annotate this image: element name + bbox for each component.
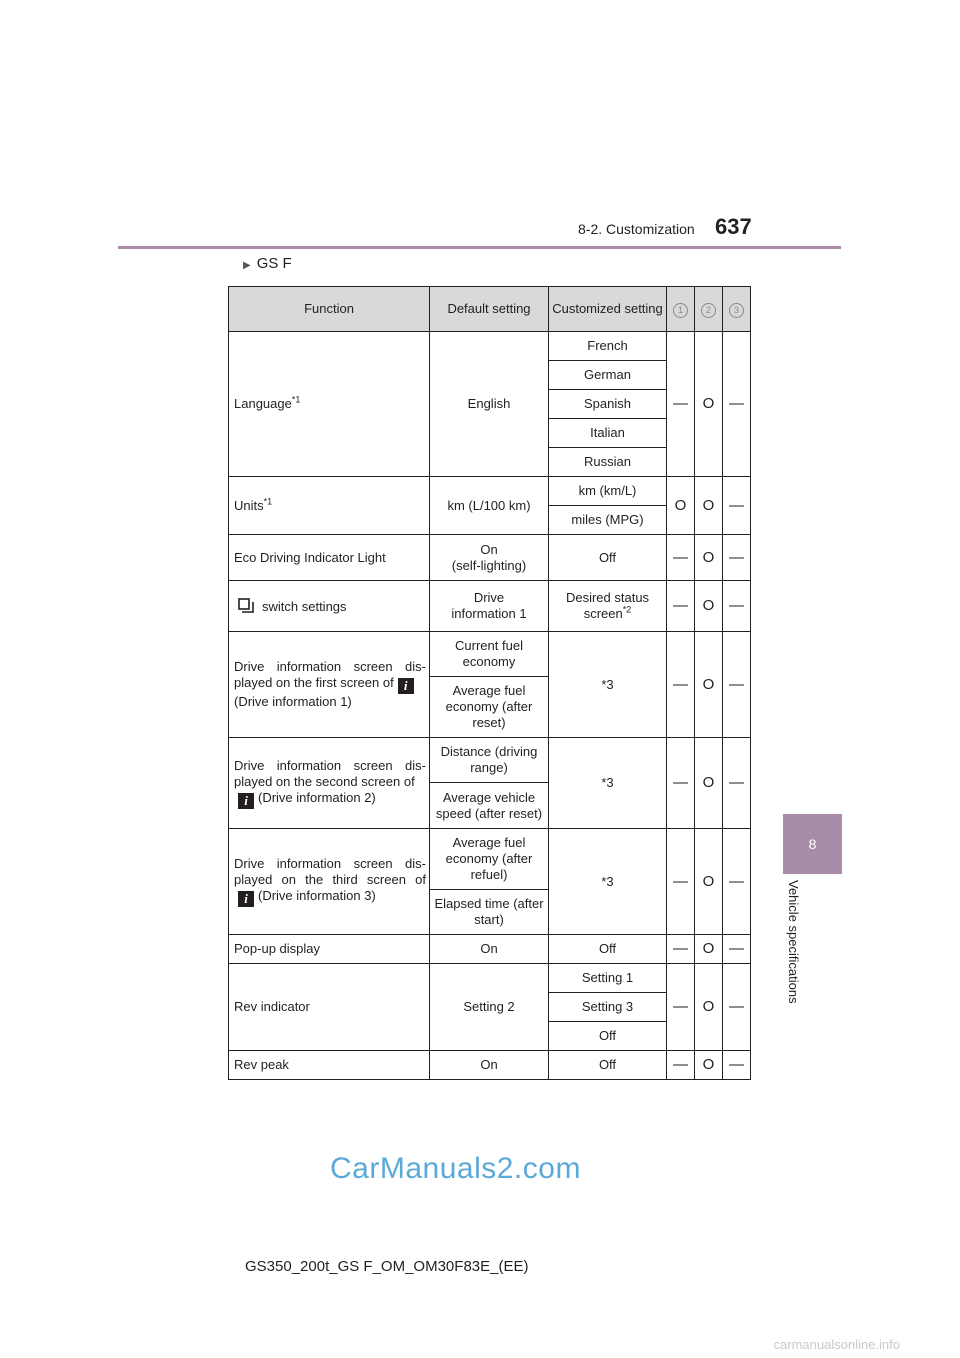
language-option: Russian [549,448,667,477]
popup-default: On [430,935,549,964]
mark-2: O [695,581,723,632]
eco-default: On (self-lighting) [430,535,549,581]
language-option: Italian [549,419,667,448]
mark-3: — [723,1051,751,1080]
mark-3: — [723,829,751,935]
popup-function: Pop-up display [229,935,430,964]
switch-custom: Desired status screen$^{*2}$ [549,581,667,632]
units-function: Units$^{*1}$ [229,477,430,535]
language-option: Spanish [549,390,667,419]
switch-function: switch settings [229,581,430,632]
eco-custom: Off [549,535,667,581]
table-header-row [229,287,751,332]
rev-indicator-option: Off [549,1022,667,1051]
mark-1: — [667,738,695,829]
mark-2: O [695,535,723,581]
document-footer: GS350_200t_GS F_OM_OM30F83E_(EE) [245,1258,529,1275]
page-number: 637 [715,214,752,239]
mark-1: — [667,332,695,477]
drive-info-1-function: Drive information screen dis- played on the first screen of i (Drive information 1) [229,632,430,738]
info-icon: i [398,678,414,694]
mark-1: — [667,935,695,964]
language-function: Language$^{*1}$ [229,332,430,477]
info-icon: i [238,793,254,809]
table-row [229,332,751,361]
table-row [229,477,751,506]
rev-indicator-function: Rev indicator [229,964,430,1051]
drive-info-2-custom: *3 [549,738,667,829]
table-row [229,964,751,993]
mark-1: — [667,535,695,581]
table-row [229,935,751,964]
rev-indicator-option: Setting 3 [549,993,667,1022]
mark-3: — [723,935,751,964]
drive-info-1-item: Current fuel economy [430,632,549,677]
section-title: 8-2. Customization [578,221,695,237]
watermark: CarManuals2.com [330,1152,581,1185]
rev-indicator-option: Setting 1 [549,964,667,993]
mark-2: O [695,935,723,964]
rev-peak-default: On [430,1051,549,1080]
mark-3: — [723,535,751,581]
drive-info-3-function: Drive information screen dis- played on the third screen of i (Drive information 3) [229,829,430,935]
drive-info-3-item: Average fuel economy (after refuel) [430,829,549,890]
mark-3: — [723,632,751,738]
mark-1: — [667,1051,695,1080]
page-header [118,212,841,249]
site-footer: carmanualsonline.info [773,1337,900,1352]
mark-2: O [695,829,723,935]
mark-3: — [723,964,751,1051]
mark-1: O [667,477,695,535]
mark-2: O [695,1051,723,1080]
mark-2: O [695,332,723,477]
mark-1: — [667,964,695,1051]
mark-1: — [667,632,695,738]
mark-2: O [695,477,723,535]
customization-table [228,286,751,1080]
units-option: miles (MPG) [549,506,667,535]
eco-function: Eco Driving Indicator Light [229,535,430,581]
language-default: English [430,332,549,477]
language-option: German [549,361,667,390]
header-custom: Customized setting [549,287,667,332]
rev-peak-function: Rev peak [229,1051,430,1080]
mark-3: — [723,581,751,632]
mark-2: O [695,632,723,738]
triangle-bullet-icon: ▶ [243,260,251,271]
units-option: km (km/L) [549,477,667,506]
mark-2: O [695,964,723,1051]
drive-info-1-custom: *3 [549,632,667,738]
mark-3: — [723,738,751,829]
table-row [229,829,751,890]
units-default: km (L/100 km) [430,477,549,535]
drive-info-2-function: Drive information screen dis- played on the second screen of i (Drive information 2) [229,738,430,829]
table-row [229,632,751,677]
header-function: Function [229,287,430,332]
chapter-label: Vehicle specifications [786,880,801,1004]
header-col3: 3 [723,287,751,332]
table-row [229,1051,751,1080]
header-col1: 1 [667,287,695,332]
chapter-tab[interactable]: 8 [783,814,842,874]
drive-info-1-item: Average fuel economy (after reset) [430,677,549,738]
drive-info-2-item: Average vehicle speed (after reset) [430,783,549,829]
mark-1: — [667,829,695,935]
mark-1: — [667,581,695,632]
drive-info-3-item: Elapsed time (after start) [430,890,549,935]
header-col2: 2 [695,287,723,332]
drive-info-2-item: Distance (driving range) [430,738,549,783]
mark-2: O [695,738,723,829]
mark-3: — [723,477,751,535]
rev-indicator-default: Setting 2 [430,964,549,1051]
popup-custom: Off [549,935,667,964]
header-default: Default setting [430,287,549,332]
language-option: French [549,332,667,361]
table-row [229,581,751,632]
model-subheading: ▶ GS F [243,255,292,272]
switch-default: Drive information 1 [430,581,549,632]
drive-info-3-custom: *3 [549,829,667,935]
rev-peak-custom: Off [549,1051,667,1080]
table-row [229,535,751,581]
table-row [229,738,751,783]
mark-3: — [723,332,751,477]
info-icon: i [238,891,254,907]
display-switch-icon [238,598,256,614]
